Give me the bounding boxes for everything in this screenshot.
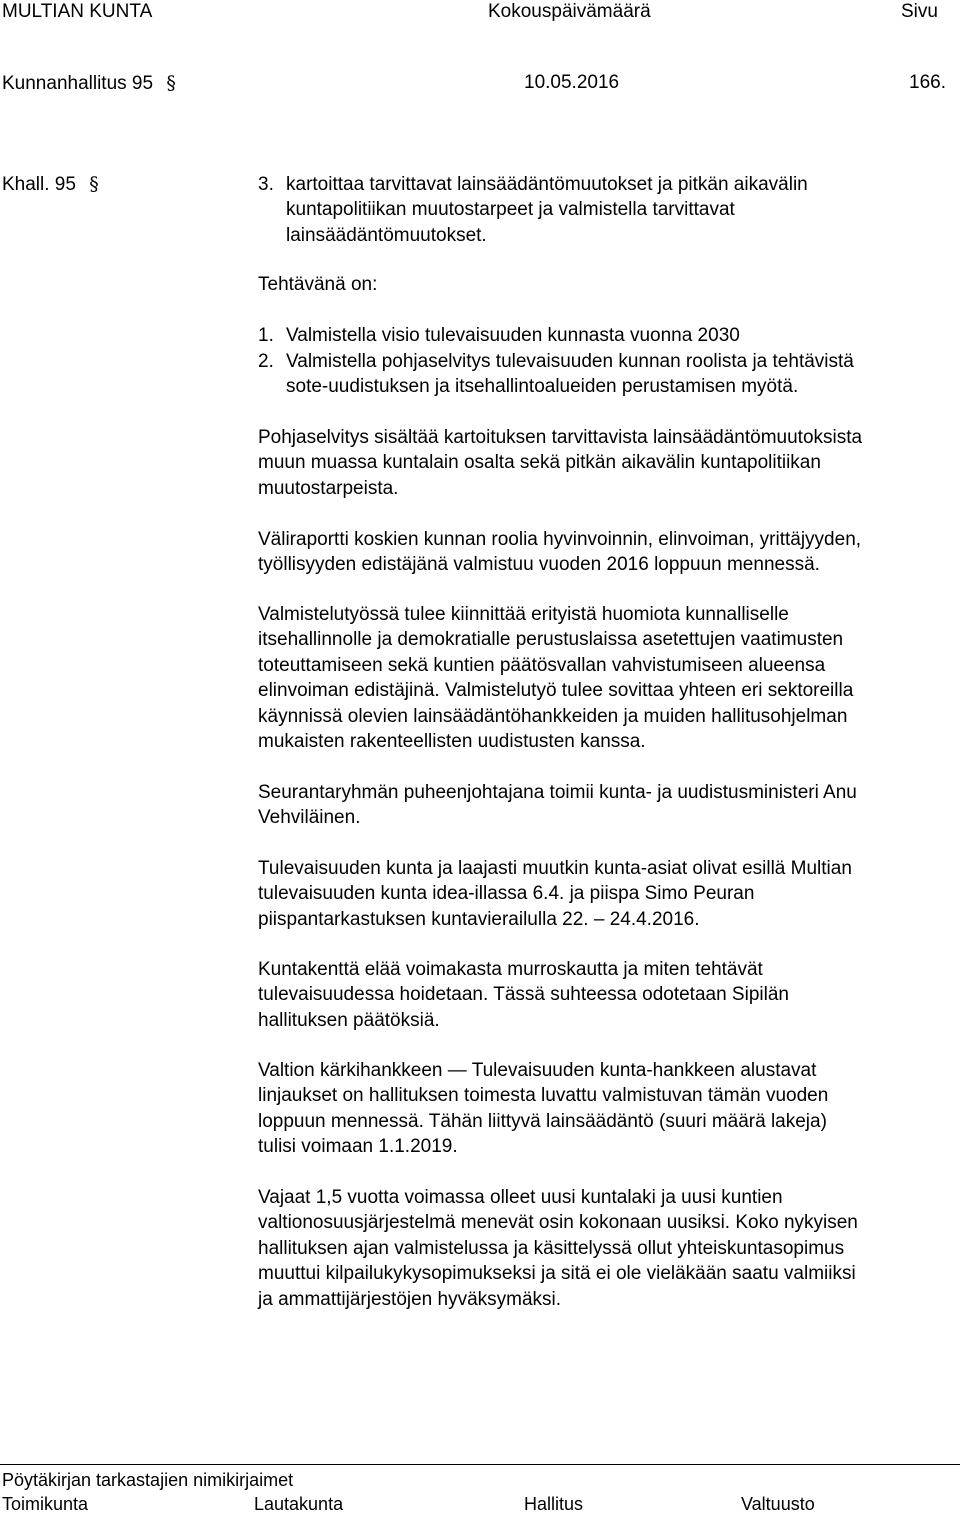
footer-col-valtuusto: Valtuusto: [741, 1494, 815, 1514]
section-sign-icon: §: [89, 173, 99, 195]
paragraph: Valtion kärkihankkeen — Tulevaisuuden kunta-hankkeen alustavat linjaukset on hallituksen toimesta luvattu valmistuvan tämän vuoden loppuun mennessä. Tähän liittyvä lainsäädäntö (suuri määrä lakeja) tulisi voimaan 1.1.2019.: [258, 1060, 829, 1158]
list-item-text: kartoittaa tarvittavat lainsäädäntömuutokset ja pitkän aikavälin kuntapolitiikan muutostarpeet ja valmistella tarvittavat lainsäädäntömuutokset.: [286, 174, 808, 246]
task-text: Valmistella pohjaselvitys tulevaisuuden kunnan roolista ja tehtävistä sote-uudistuksen ja itsehallintoalueiden perustamisen myötä.: [286, 351, 854, 398]
paragraph: Pohjaselvitys sisältää kartoituksen tarvittavista lainsäädäntömuutoksista muun muassa kuntalain osalta sekä pitkän aikavälin kuntapolitiikan muutostarpeista.: [258, 427, 863, 499]
meeting-date: 10.05.2016: [524, 72, 620, 93]
paragraph: Valmistelutyössä tulee kiinnittää erityistä huomiota kunnalliselle itsehallinnolle ja demokratialle perustuslaissa asetettujen vaatimusten toteuttamiseen sekä kuntien päätösvallan vahvistumiseen alueensa elinvoiman edistäjinä. Valmistelutyö tulee sovittaa yhteen eri sektoreilla käynnissä olevien lainsäädäntöhankkeiden ja muiden hallitusohjelman mukaisten rakenteellisten uudistusten kanssa.: [258, 604, 854, 753]
item-ref-text: Khall. 95: [2, 174, 76, 195]
paragraph: Vajaat 1,5 vuotta voimassa olleet uusi kuntalaki ja uusi kuntien valtionosuusjärjestelmä menevät osin kokonaan uusiksi. Koko nykyisen hallituksen ajan valmistelussa ja käsittelyssä ollut yhteiskuntasopimus muuttui kilpailukykysopimukseksi ja sitä ei ole vieläkään saatu valmiiksi ja ammattijärjestöjen hyväksymäksi.: [258, 1187, 858, 1310]
meeting-body: [2, 72, 176, 95]
list-item-number: 3.: [258, 174, 274, 195]
page-label: Sivu: [901, 1, 938, 22]
task-heading: Tehtävänä on:: [258, 274, 378, 295]
org-name: MULTIAN KUNTA: [2, 1, 153, 22]
footer-col-lautakunta: Lautakunta: [254, 1494, 344, 1514]
meeting-page: 166.: [909, 72, 946, 93]
paragraph: Kuntakenttä elää voimakasta murroskautta ja miten tehtävät tulevaisuudessa hoidetaan. Tässä suhteessa odotetaan Sipilän hallituksen päätöksiä.: [258, 959, 789, 1031]
footer-col-toimikunta: Toimikunta: [2, 1494, 89, 1514]
task-number: 1.: [258, 325, 274, 346]
section-sign-icon: §: [166, 72, 176, 94]
date-label: Kokouspäivämäärä: [488, 1, 651, 22]
paragraph: Seurantaryhmän puheenjohtajana toimii kunta- ja uudistusministeri Anu Vehviläinen.: [258, 782, 857, 829]
task-number: 2.: [258, 351, 274, 372]
footer-col-hallitus: Hallitus: [524, 1494, 584, 1514]
paragraph: Tulevaisuuden kunta ja laajasti muutkin kunta-asiat olivat esillä Multian tulevaisuuden kunta idea-illassa 6.4. ja piispa Simo Peuran piispantarkastuksen kuntavierailulla 22. – 24.4.2016.: [258, 858, 852, 930]
footer-divider: [0, 1464, 960, 1465]
paragraph: Väliraportti koskien kunnan roolia hyvinvoinnin, elinvoiman, yrittäjyyden, työllisyyden edistäjänä valmistuu vuoden 2016 loppuun mennessä.: [258, 529, 862, 576]
item-ref: [2, 173, 99, 196]
meeting-body-text: Kunnanhallitus 95: [2, 73, 154, 94]
task-text: Valmistella visio tulevaisuuden kunnasta vuonna 2030: [286, 325, 740, 346]
footer-title: Pöytäkirjan tarkastajien nimikirjaimet: [2, 1470, 294, 1490]
